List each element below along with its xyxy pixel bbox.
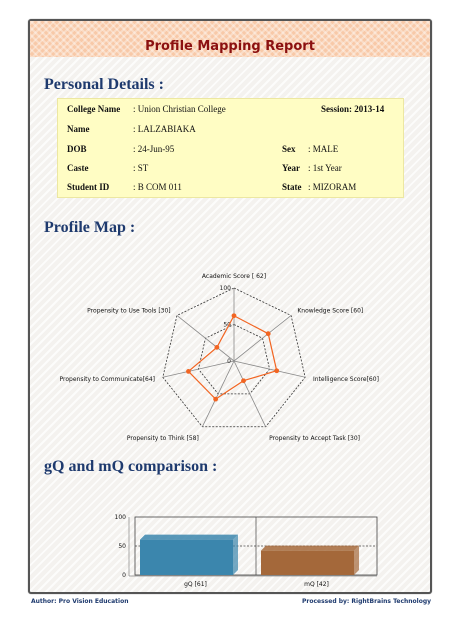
name-value: : LALZABIAKA xyxy=(133,124,196,134)
radar-data-point xyxy=(241,378,246,383)
caste-value: : ST xyxy=(133,163,149,173)
bar-top-face xyxy=(261,546,359,551)
radar-axis-label: Propensity to Accept Task [30] xyxy=(269,434,361,442)
college-label: College Name xyxy=(67,104,121,114)
dob-label: DOB xyxy=(67,144,87,154)
radar-axis-label: Propensity to Use Tools [30] xyxy=(87,307,171,315)
radar-tick-label: 100 xyxy=(219,285,231,292)
radar-tick-label: 0 xyxy=(227,358,231,365)
student-id-label: Student ID xyxy=(67,182,110,192)
radar-tick-label: 50 xyxy=(223,321,231,329)
profile-map-heading: Profile Map : xyxy=(44,219,136,236)
radar-axis-label: Propensity to Think [58] xyxy=(126,434,199,442)
state-value: : MIZORAM xyxy=(308,182,357,192)
radar-series-line xyxy=(188,316,276,399)
dob-value: : 24-Jun-95 xyxy=(133,144,175,154)
bar-top-face xyxy=(140,535,238,540)
report-header xyxy=(30,21,430,57)
footer-processed: Processed by: RightBrains Technology xyxy=(302,598,432,605)
bar-tick-label: 0 xyxy=(122,572,126,579)
radar-data-point xyxy=(186,369,191,374)
year-label: Year xyxy=(282,163,300,173)
comparison-heading: gQ and mQ comparison : xyxy=(44,458,218,475)
bar-tick-label: 50 xyxy=(118,543,126,550)
profile-radar-chart xyxy=(30,246,430,446)
gq-mq-bar-chart xyxy=(114,496,385,588)
personal-details-panel xyxy=(57,98,404,198)
caste-label: Caste xyxy=(67,163,89,173)
radar-axis-label: Intelligence Score[60] xyxy=(312,376,379,384)
bar-side-face xyxy=(233,535,238,575)
footer-author: Author: Pro Vision Education xyxy=(31,598,129,605)
name-label: Name xyxy=(67,124,90,134)
personal-details-heading: Personal Details : xyxy=(44,76,164,93)
radar-axis-label: Knowledge Score [60] xyxy=(297,307,364,315)
bar-mark xyxy=(140,540,233,575)
bar-category-label: gQ [61] xyxy=(184,581,207,588)
radar-axis-line xyxy=(234,315,291,361)
bar-side-face xyxy=(354,546,359,575)
radar-axis-line xyxy=(234,361,305,377)
sex-value: : MALE xyxy=(308,144,339,154)
radar-data-point xyxy=(232,313,237,318)
bar-category-label: mQ [42] xyxy=(304,581,329,588)
session-label: Session: 2013-14 xyxy=(321,104,385,114)
student-id-value: : B COM 011 xyxy=(133,182,182,192)
state-label: State xyxy=(282,182,302,192)
radar-data-point xyxy=(274,368,279,373)
year-value: : 1st Year xyxy=(308,163,342,173)
bar-mark xyxy=(261,551,354,575)
radar-axis-label: Academic Score [ 62] xyxy=(201,273,267,280)
bar-tick-label: 100 xyxy=(114,514,126,521)
radar-data-point xyxy=(213,397,218,402)
radar-data-point xyxy=(266,331,271,336)
college-value: : Union Christian College xyxy=(133,104,226,114)
report-card xyxy=(28,19,432,594)
radar-data-point xyxy=(214,345,219,350)
report-title: Profile Mapping Report xyxy=(145,39,315,54)
sex-label: Sex xyxy=(282,144,296,154)
radar-axis-label: Propensity to Communicate[64] xyxy=(59,376,156,384)
